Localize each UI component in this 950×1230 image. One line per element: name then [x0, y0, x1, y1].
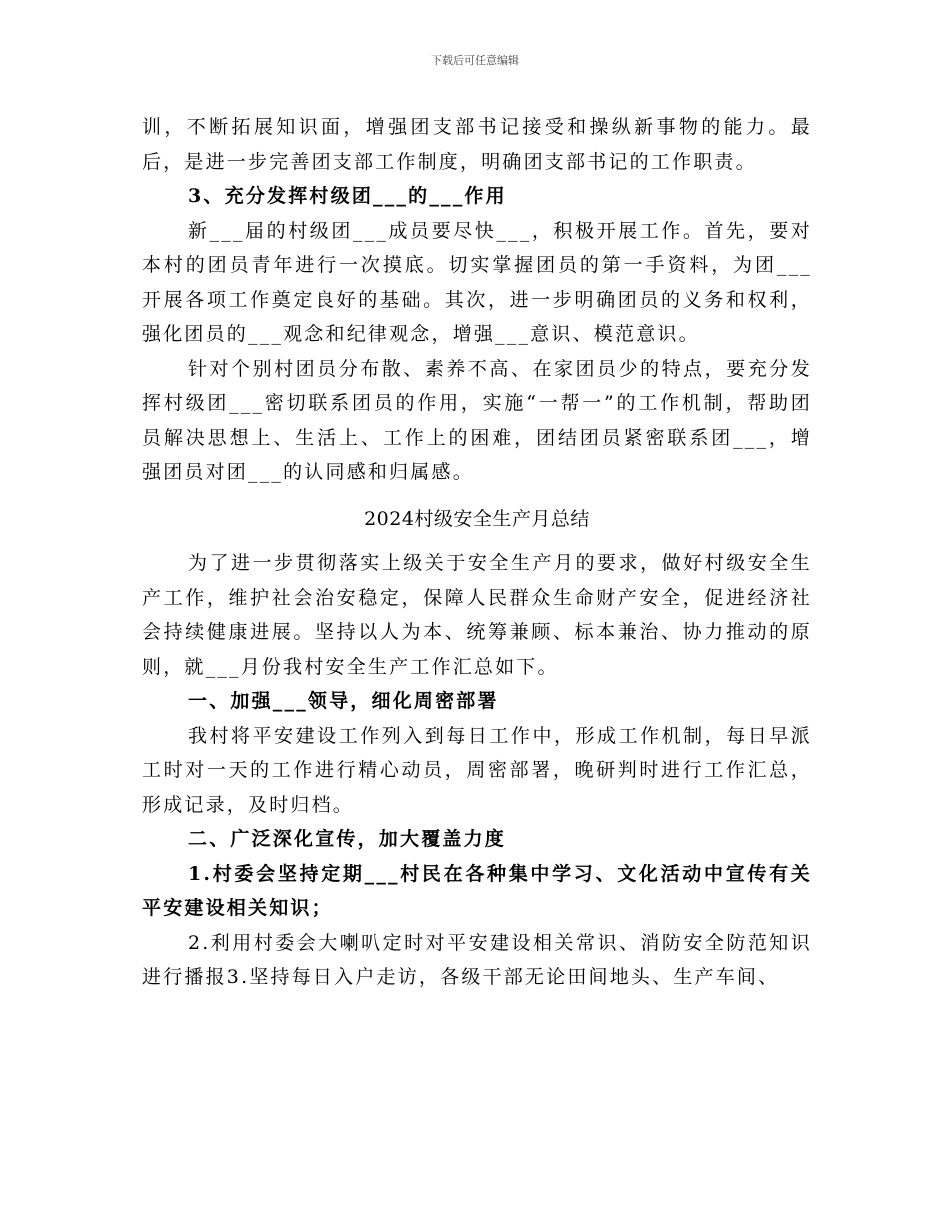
- document-title: 2024村级安全生产月总结: [364, 507, 590, 530]
- page-header: 下载后可任意编辑: [431, 54, 519, 67]
- paragraph: 我村将平安建设工作列入到每日工作中，形成工作机制，每日早派工时对一天的工作进行精心动员，周密部署，晚研判时进行工作汇总，形成记录，及时归档。: [142, 724, 812, 816]
- sub-item-2: 2.利用村委会大喇叭定时对平安建设相关常识、消防安全防范知识进行播报3.坚持每日入户走访，各级干部无论田间地头、生产车间、: [142, 931, 812, 988]
- section-heading-2: 二、广泛深化宣传，加大覆盖力度: [188, 828, 507, 850]
- paragraph-continued: 训，不断拓展知识面，增强团支部书记接受和操纵新事物的能力。最后，是进一步完善团支部工作制度，明确团支部书记的工作职责。: [142, 116, 812, 173]
- paragraph: 新___届的村级团___成员要尽快___，积极开展工作。首先，要对本村的团员青年进行一次摸底。切实掌握团员的第一手资料，为团___开展各项工作奠定良好的基础。其次，进一步明确团员的义务和权利，强化团员的___观念和纪律观念，增强___意识、模范意识。: [142, 219, 812, 345]
- document-body: [142, 110, 812, 995]
- paragraph: 针对个别村团员分布散、素养不高、在家团员少的特点，要充分发挥村级团___密切联系团员的作用，实施“一帮一”的工作机制，帮助团员解决思想上、生活上、工作上的困难，团结团员紧密联系团___，增强团员对团___的认同感和归属感。: [142, 357, 812, 483]
- sub-item-1: 1.村委会坚持定期___村民在各种集中学习、文化活动中宣传有关平安建设相关知识；: [142, 862, 812, 919]
- section-heading-3: 3、充分发挥村级团___的___作用: [188, 185, 507, 207]
- section-heading-1: 一、加强___领导，细化周密部署: [188, 690, 499, 712]
- paragraph: 为了进一步贯彻落实上级关于安全生产月的要求，做好村级安全生产工作，维护社会治安稳定，保障人民群众生命财产安全，促进经济社会持续健康进展。坚持以人为本、统筹兼顾、标本兼治、协力推动的原则，就___月份我村安全生产工作汇总如下。: [142, 552, 812, 678]
